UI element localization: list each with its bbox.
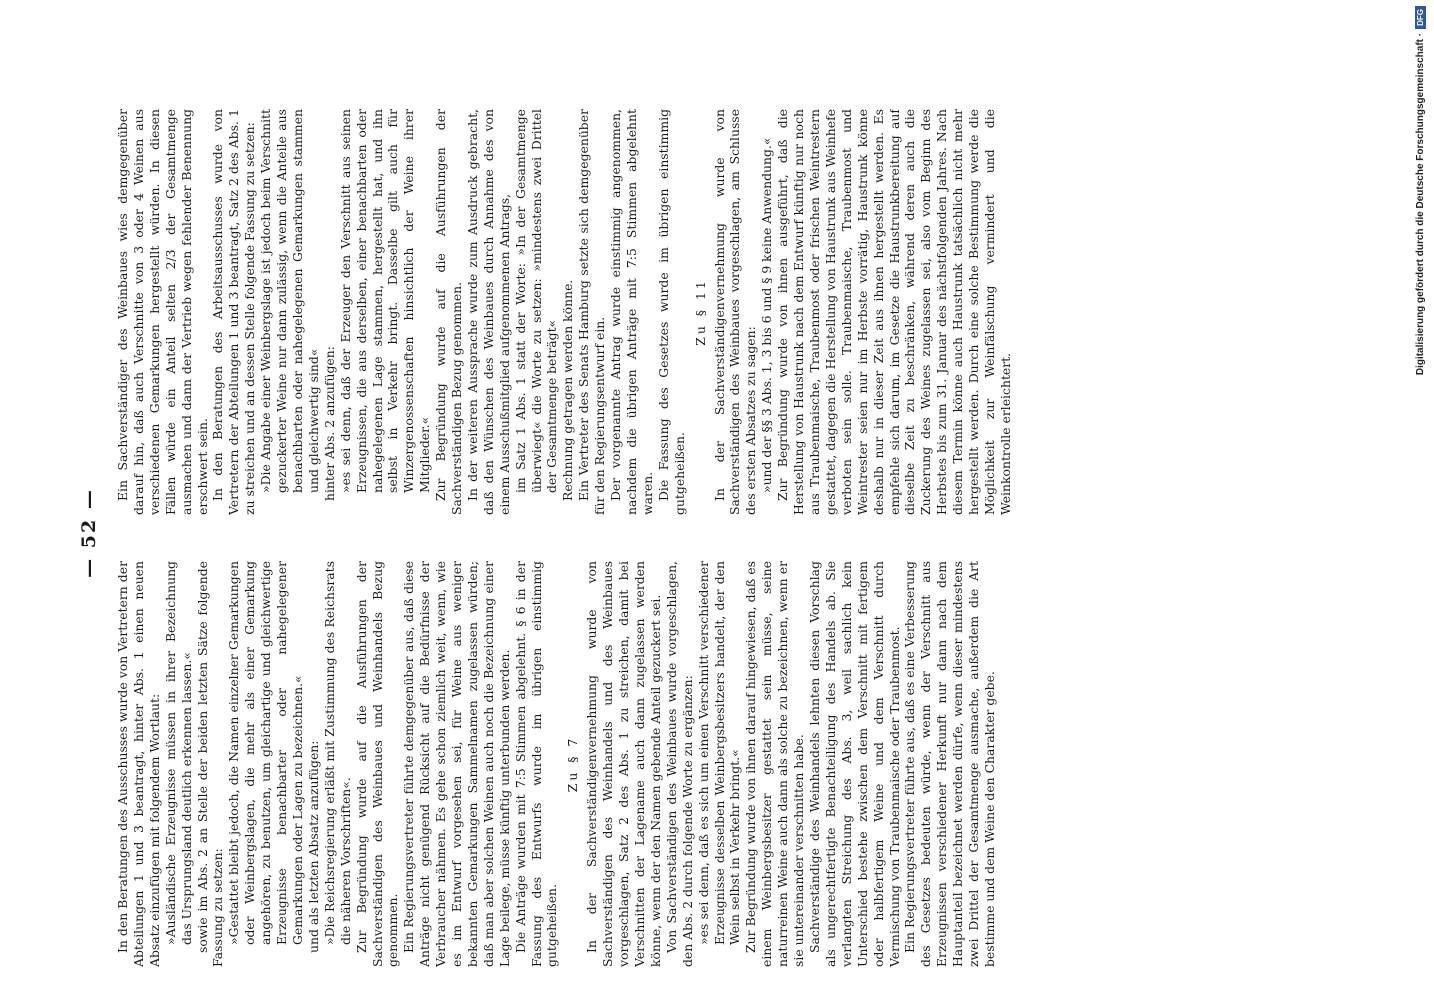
paragraph: Ein Sachverständiger des Weinbaues wies demgegenüber darauf hin, daß auch Verschnitte von 3 oder 4 Weinen aus verschiedenen Gemarkungen hergestellt würden. In diesen Fällen würde ein Anteil selten 2/3 der Gesamtmenge ausmachen und dann der Vertrieb wegen fehlender Benennung erschwert sein. bbox=[115, 109, 210, 515]
funding-credit-text: Digitalisierung gefördert durch die Deutsche Forschungsgemeinschaft · bbox=[1414, 32, 1426, 376]
quotation: »Ausländische Erzeugnisse müssen in ihrer Bezeichnung das Ursprungsland deutlich erkennen lassen.« bbox=[162, 561, 194, 945]
paragraph: sowie im Abs. 2 an Stelle der beiden letzten Sätze folgende Fassung zu setzen: bbox=[194, 561, 226, 967]
quotation: »und der §§ 3 Abs. 1, 3 bis 6 und § 9 keine Anwendung.« bbox=[759, 137, 775, 493]
paragraph: Von Sachverständigen des Weinbaues wurde vorgeschlagen, den Abs. 2 durch folgende Worte zu ergänzen: bbox=[663, 561, 695, 967]
paragraph: Die Fassung des Gesetzes wurde im übrigen einstimmig gutgeheißen. bbox=[655, 109, 687, 515]
left-column bbox=[115, 561, 1255, 967]
paragraph: Zur Begründung wurde von ihnen darauf hingewiesen, daß es einem Weinbergsbesitzer gestattet sein müsse, seine naturreinen Weine auch dann als solche zu bezeichnen, wenn er sie untereinander verschnitten habe. bbox=[743, 561, 807, 967]
paragraph: Zur Begründung wurde auf die Ausführungen der Sachverständigen Bezug genommen. bbox=[433, 109, 465, 515]
quotation: »es sei denn, daß der Erzeuger den Verschnitt aus seinen Erzeugnissen, die aus derselben, einer benachbarten oder nahegelegenen Lage stammen, hergestellt hat, und ihn selbst in Verkehr bringt. Dasselbe gilt auch für Winzergenossenschaften hinsichtlich der Weine ihrer Mitglieder.« bbox=[337, 109, 433, 493]
paragraph: Rechnung getragen werden könne. bbox=[560, 279, 576, 501]
digitization-note bbox=[1410, 6, 1430, 390]
paragraph: Die Anträge wurden mit 7:5 Stimmen abgelehnt. § 6 in der Fassung des Entwurfs wurde im übrigen einstimmig gutgeheißen. bbox=[512, 561, 560, 967]
right-column bbox=[115, 109, 1255, 515]
section-heading: Zu § 11 bbox=[692, 278, 708, 346]
paragraph: Zur Begründung wurde von ihnen ausgeführt, daß die Herstellung von Haustrunk nach dem Entwurf künftig nur noch aus Traubenmaische, Traubenmost oder frischen Weintrestern gestattet, dagegen die Herstellung von Haustrunk aus Weinhefe verboten sein solle. Traubenmaische, Traubenmost und Weintrester seien nur im Herbste vorrätig, Haustrunk könne deshalb nur in dieser Zeit aus ihnen hergestellt werden. Es empfehle sich darum, im Gesetze die Haustrunkbereitung auf dieselbe Zeit zu beschränken, während deren auch die Zuckerung des Weines zugelassen sei, also vom Beginn des Herbstes bis zum 31. Januar des nächstfolgenden Jahres. Nach diesem Termin könne auch Haustrunk tatsächlich nicht mehr hergestellt werden. Durch eine solche Bestimmung werde die Möglichkeit zur Weinfälschung vermindert und die Weinkontrolle erleichtert. bbox=[775, 109, 1013, 515]
paragraph: In der Sachverständigenvernehmung wurde von Sachverständigen des Weinhandels und des Weinbaues vorgeschlagen, Satz 2 des Abs. 1 zu streichen, damit bei Verschnitten der Lagename auch dann zugelassen werden könne, wenn der den Namen gebende Anteil gezuckert sei. bbox=[584, 561, 663, 967]
quotation: »Gestattet bleibt jedoch, die Namen einzelner Gemarkungen oder Weinbergslagen, die mehr als einer Gemarkung angehören, zu benutzen, um gleichartige und gleichwertige Erzeugnisse benachbarter oder nahegelegener Gemarkungen oder Lagen zu bezeichnen.« bbox=[226, 561, 305, 945]
page-number: — 52 — bbox=[78, 488, 100, 578]
rotated-document-page bbox=[67, 99, 1262, 967]
paragraph: Sachverständige des Weinhandels lehnten diesen Vorschlag als ungerechtfertigte Benachteiligung des Handels ab. Sie verlangten Streichung des Abs. 3, weil sachlich kein Unterschied bestehe zwischen dem Verschnitt mit fertigem oder halbfertigem Weine und dem Verschnitt durch Vermischung von Traubenmaische oder Traubenmost. bbox=[806, 561, 902, 967]
paragraph: Ein Regierungsvertreter führte demgegenüber aus, daß diese Anträge nicht genügend Rücksicht auf die Bedürfnisse der Verbraucher nähmen. Es gehe schon ziemlich weit, wenn, wie es im Entwurf vorgesehen sei, für Weine aus weniger bekannten Gemarkungen Sammelnamen zugelassen würden; daß man aber solchen Weinen auch noch die Bezeichnung einer Lage beilege, müsse künftig unterbunden werden. bbox=[401, 561, 512, 967]
paragraph: hinter Abs. 2 anzufügen: bbox=[321, 346, 337, 501]
paragraph: In den Beratungen des Ausschusses wurde von Vertretern der Abteilungen 1 und 3 beantragt, hinter Abs. 1 einen neuen Absatz einzufügen mit folgendem Wortlaut: bbox=[115, 561, 162, 967]
quotation: »es sei denn, daß es sich um einen Verschnitt verschiedener Erzeugnisse desselben Weinbergsbesitzers handelt, der den Wein selbst in Verkehr bringt.« bbox=[695, 561, 743, 945]
section-heading: Zu § 7 bbox=[565, 735, 581, 793]
paragraph: In der Sachverständigenvernehmung wurde von Sachverständigen des Weinbaues vorgeschlagen, am Schlusse des ersten Absatzes zu sagen: bbox=[711, 109, 759, 515]
quotation: »Die Reichsregierung erläßt mit Zustimmung des Reichsrats die näheren Vorschriften«. bbox=[321, 561, 353, 945]
paragraph: Ein Regierungsvertreter führte aus, daß es eine Verbesserung des Gesetzes bedeuten würde, wenn der Verschnitt aus Erzeugnissen verschiedener Herkunft nur dann nach dem Hauptanteil bezeichnet werden dürfe, wenn dieser mindestens zwei Drittel der Gesamtmenge ausmache, außerdem die Art bestimme und dem Weine den Charakter gebe. bbox=[902, 561, 997, 967]
quotation: »Die Angabe einer Weinbergslage ist jedoch beim Verschnitt gezuckerter Weine nur dann zulässig, wenn die Anteile aus benachbarten oder nahegelegenen Gemarkungen stammen und gleichwertig sind« bbox=[258, 109, 321, 493]
paragraph: Der vorgenannte Antrag wurde einstimmig angenommen, nachdem die übrigen Anträge mit 7:5 Stimmen abgelehnt waren. bbox=[608, 109, 655, 515]
paragraph: Ein Vertreter des Senats Hamburg setzte sich demgegenüber für den Regierungsentwurf ein. bbox=[576, 109, 608, 515]
paragraph: Zur Begründung wurde auf die Ausführungen der Sachverständigen des Weinbaues und Weinhandels Bezug genommen. bbox=[353, 561, 401, 967]
paragraph: In den Beratungen des Arbeitsausschusses wurde von Vertretern der Abteilungen 1 und 3 beantragt, Satz 2 des Abs. 1 zu streichen und an dessen Stelle folgende Fassung zu setzen: bbox=[210, 109, 258, 515]
paragraph: In der weiteren Aussprache wurde zum Ausdruck gebracht, daß den Wünschen des Weinbaues durch Annahme des von einem Ausschußmitglied aufgenommenen Antrags, bbox=[464, 109, 512, 515]
quotation: im Satz 1 Abs. 1 statt der Worte: »In der Gesamtmenge überwiegt« die Worte zu setzen: »mindestens zwei Drittel der Gesamtmenge beträgt« bbox=[512, 109, 560, 493]
paragraph: und als letzten Absatz anzufügen: bbox=[305, 740, 321, 953]
dfg-logo: DFG bbox=[1415, 6, 1426, 29]
